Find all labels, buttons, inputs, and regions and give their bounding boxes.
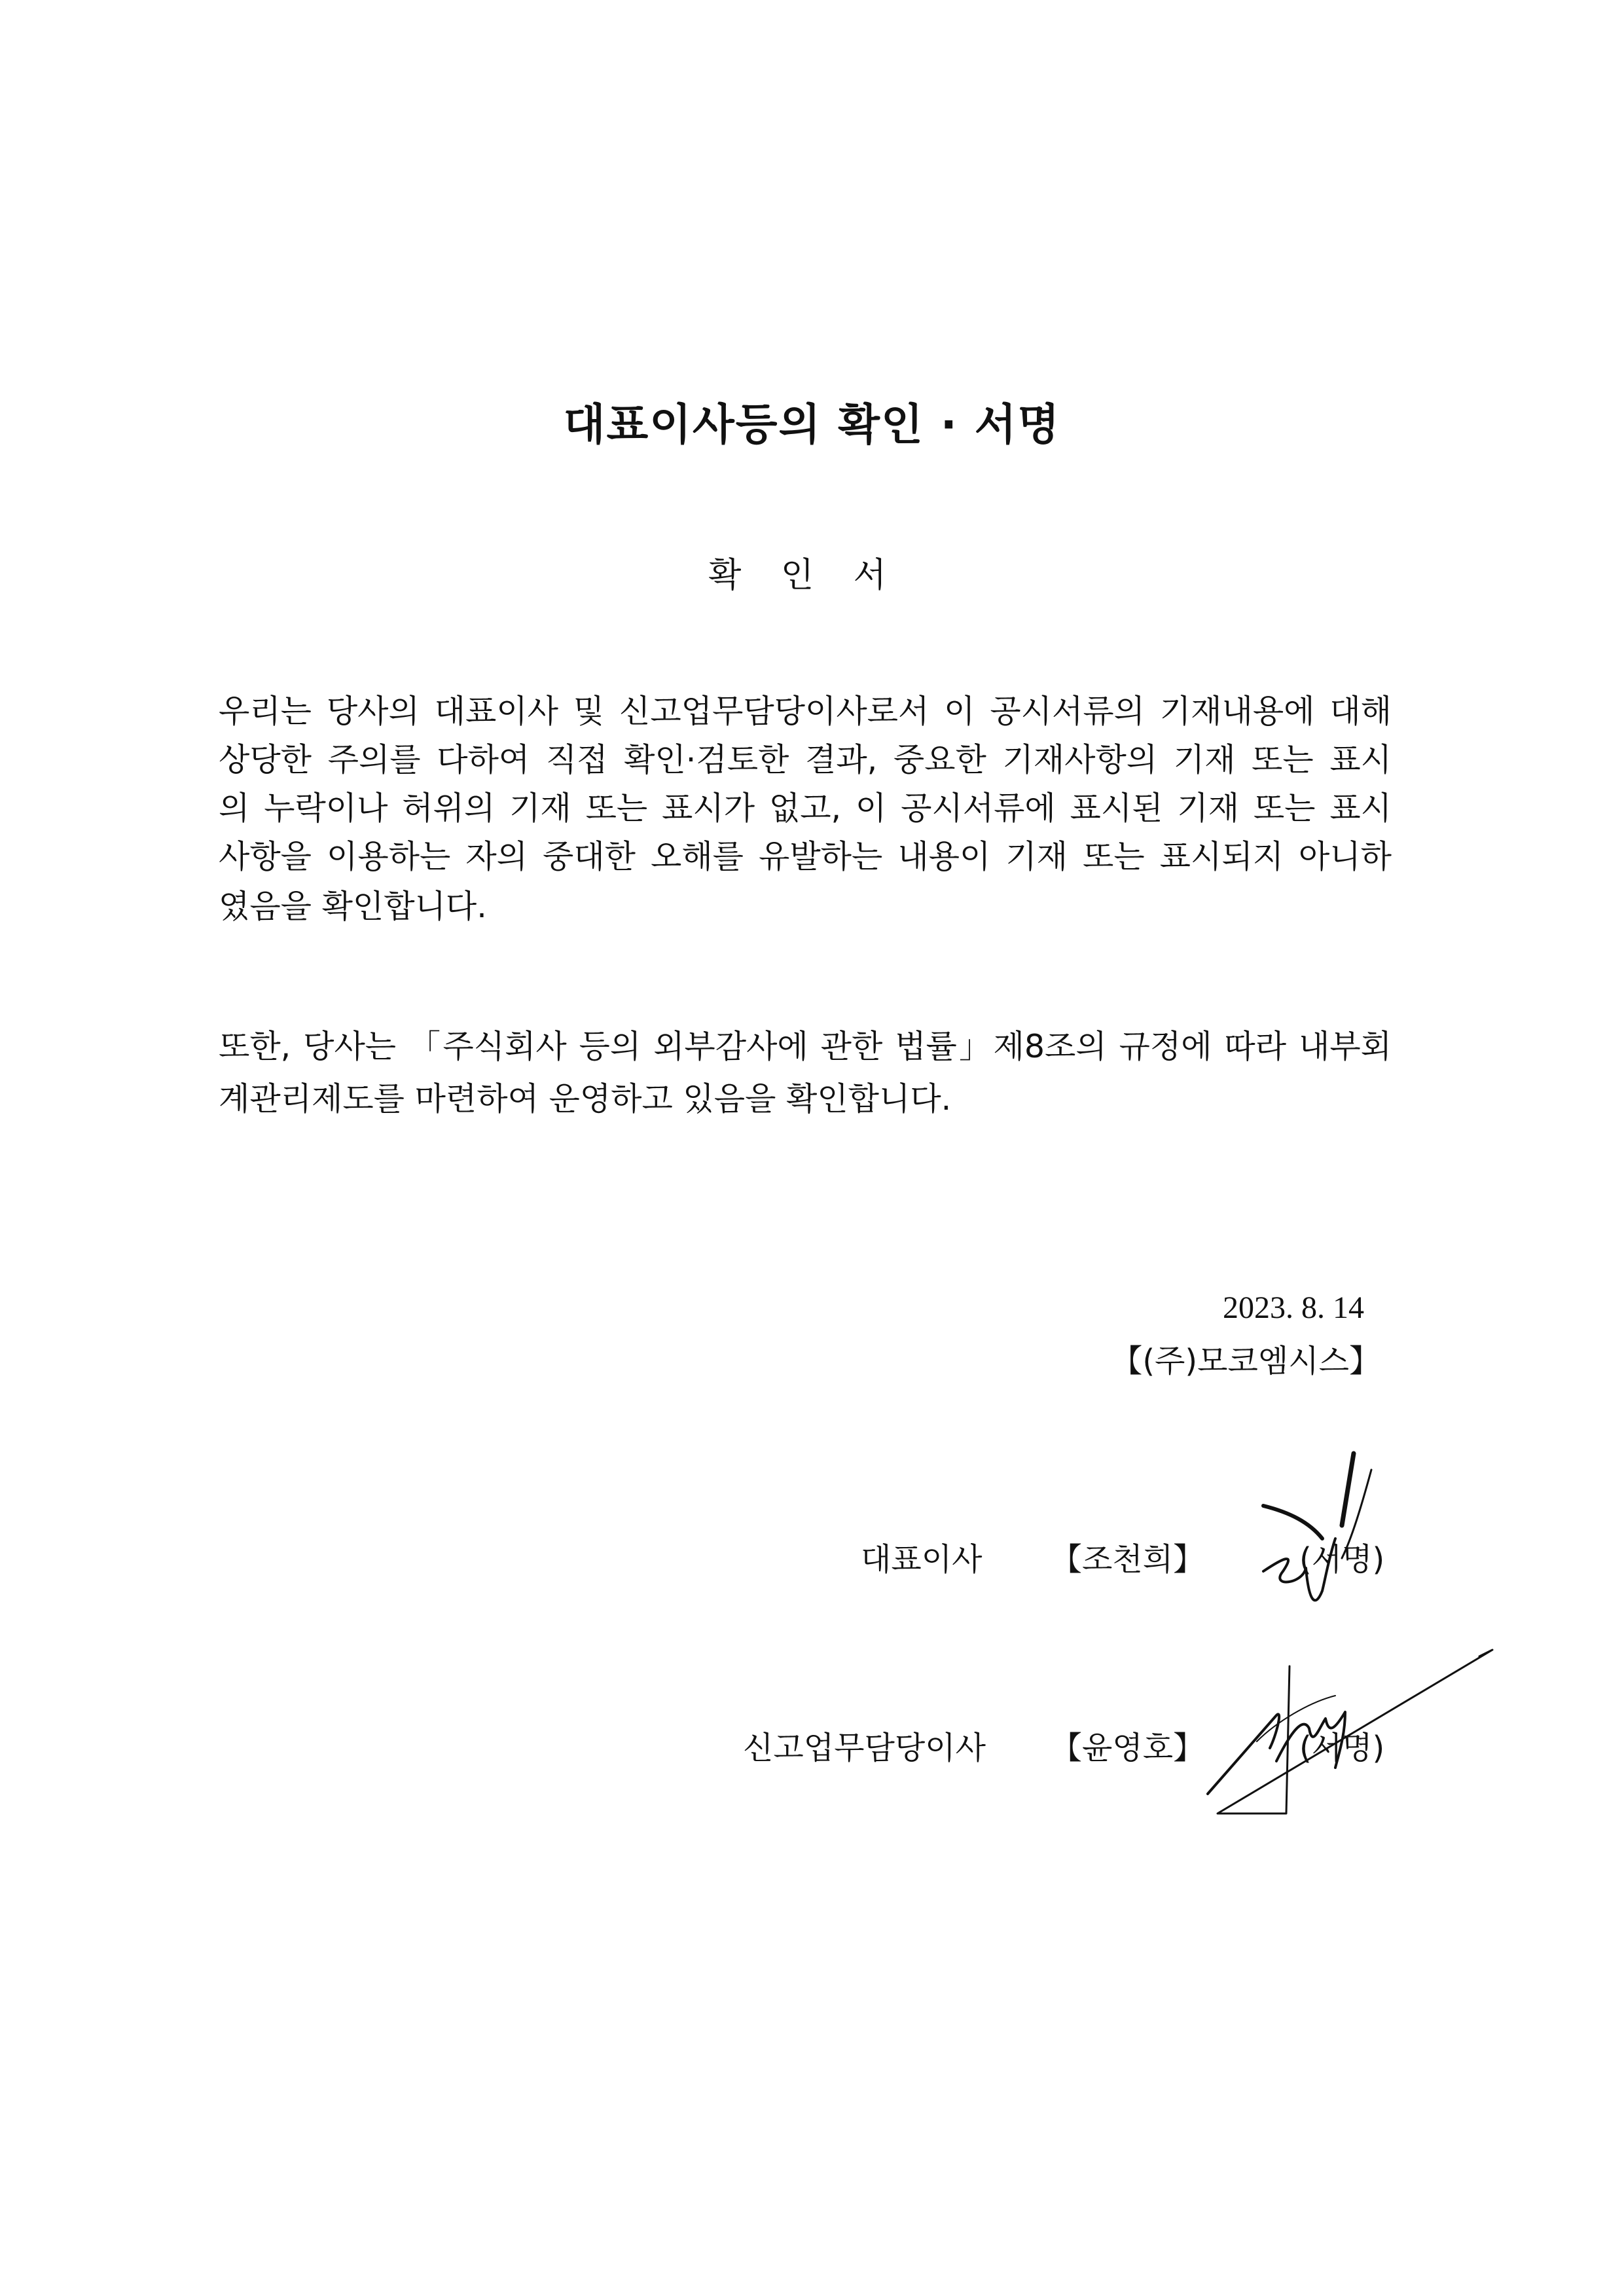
company-name: 【(주)모코엠시스】: [1111, 1343, 1380, 1379]
paragraph-line: 였음을 확인합니다.: [219, 888, 487, 925]
document-date: 2023. 8. 14: [1223, 1290, 1364, 1325]
paragraph-line: 상당한 주의를 다하여 직접 확인·검토한 결과, 중요한 기재사항의 기재 또는 표시: [219, 741, 1392, 778]
paragraph-line: 계관리제도를 마련하여 운영하고 있음을 확인합니다.: [219, 1080, 952, 1118]
paragraph-line: 우리는 당사의 대표이사 및 신고업무담당이사로서 이 공시서류의 기재내용에 대해: [219, 693, 1392, 730]
document-subtitle: 확 인 서: [708, 556, 901, 595]
paragraph-line: 사항을 이용하는 자의 중대한 오해를 유발하는 내용이 기재 또는 표시되지 아니하: [219, 838, 1392, 875]
signatory-role: 대표이사: [861, 1541, 983, 1578]
signature-label: (서명): [1299, 1541, 1385, 1578]
handwritten-signature-ceo: [1244, 1440, 1414, 1611]
signatory-name: 【윤영호】: [1051, 1730, 1205, 1766]
signature-label: (서명): [1299, 1730, 1385, 1766]
handwritten-signature-officer: [1204, 1637, 1506, 1833]
document-title: 대표이사등의 확인 · 서명: [563, 399, 1061, 450]
paragraph-line: 의 누락이나 허위의 기재 또는 표시가 없고, 이 공시서류에 표시된 기재 또는 표시: [219, 790, 1392, 827]
paragraph-line: 또한, 당사는 「주식회사 등의 외부감사에 관한 법률」제8조의 규정에 따라 내부회: [219, 1028, 1392, 1065]
signatory-name: 【조천희】: [1051, 1541, 1205, 1578]
signatory-role: 신고업무담당이사: [743, 1730, 986, 1766]
